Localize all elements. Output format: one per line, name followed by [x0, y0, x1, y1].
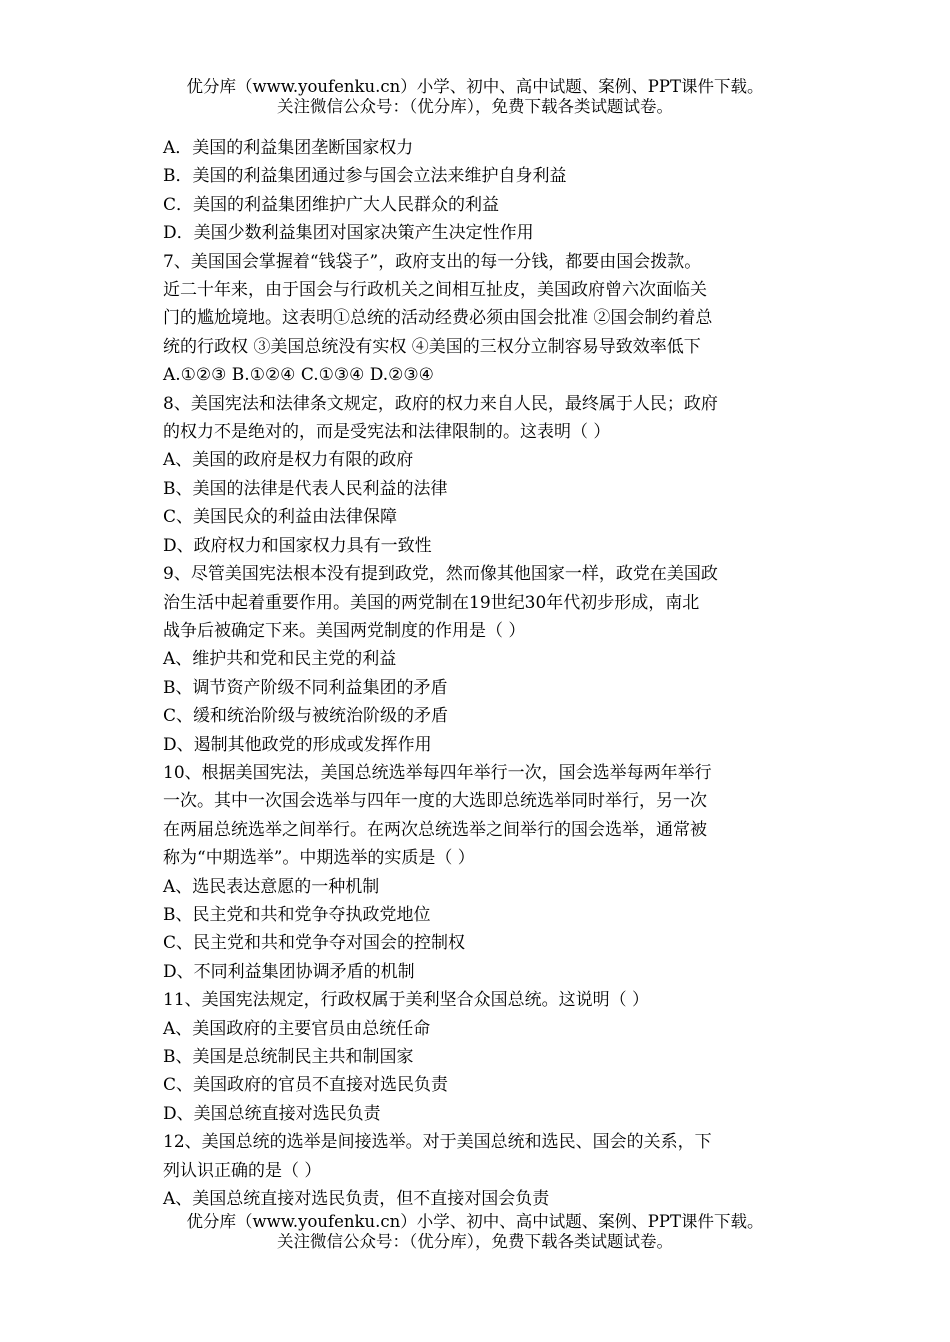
text-line: 12、美国总统的选举是间接选举。对于美国总统和选民、国会的关系，下 [163, 1132, 712, 1153]
text-line: 治生活中起着重要作用。美国的两党制在19世纪30年代初步形成，南北 [163, 592, 700, 613]
text-line: A、选民表达意愿的一种机制 [163, 876, 380, 897]
text-line: B、民主党和共和党争夺执政党地位 [163, 904, 431, 925]
text-line: 门的尴尬境地。这表明①总统的活动经费必须由国会批准 ②国会制约着总 [163, 308, 713, 329]
text-line: D、不同利益集团协调矛盾的机制 [163, 961, 415, 982]
page-footer [0, 1212, 950, 1252]
text-line: D、遏制其他政党的形成或发挥作用 [163, 734, 432, 755]
text-line: 8、美国宪法和法律条文规定，政府的权力来自人民，最终属于人民；政府 [163, 393, 718, 414]
text-line: B、美国的法律是代表人民利益的法律 [163, 478, 448, 499]
footer-line-2: 关注微信公众号：（优分库），免费下载各类试题试卷。 [277, 1232, 673, 1251]
text-line: C、美国民众的利益由法律保障 [163, 507, 398, 528]
text-line: 统的行政权 ③美国总统没有实权 ④美国的三权分立制容易导致效率低下 [163, 336, 701, 357]
text-line: C、民主党和共和党争夺对国会的控制权 [163, 933, 466, 954]
document-body [163, 134, 803, 1213]
text-line: D、政府权力和国家权力具有一致性 [163, 535, 432, 556]
text-line: C．美国的利益集团维护广大人民群众的利益 [163, 194, 500, 215]
text-line: D、美国总统直接对选民负责 [163, 1103, 381, 1124]
text-line: 战争后被确定下来。美国两党制度的作用是（ ） [163, 620, 526, 641]
text-line: A、维护共和党和民主党的利益 [163, 649, 397, 670]
text-line: A、美国的政府是权力有限的政府 [163, 450, 414, 471]
text-line: 列认识正确的是（ ） [163, 1160, 322, 1181]
text-line: A.①②③ B.①②④ C.①③④ D.②③④ [163, 365, 434, 386]
text-line: 的权力不是绝对的，而是受宪法和法律限制的。这表明（ ） [163, 422, 611, 443]
page-header [0, 77, 950, 117]
text-line: 近二十年来，由于国会与行政机关之间相互扯皮，美国政府曾六次面临关 [163, 280, 707, 301]
text-line: B、调节资产阶级不同利益集团的矛盾 [163, 677, 448, 698]
text-line: B．美国的利益集团通过参与国会立法来维护自身利益 [163, 166, 567, 187]
text-line: 在两届总统选举之间举行。在两次总统选举之间举行的国会选举，通常被 [163, 819, 707, 840]
text-line: 11、美国宪法规定，行政权属于美利坚合众国总统。这说明（ ） [163, 990, 650, 1011]
text-line: A、美国政府的主要官员由总统任命 [163, 1018, 431, 1039]
text-line: 9、尽管美国宪法根本没有提到政党，然而像其他国家一样，政党在美国政 [163, 564, 718, 585]
header-line-2: 关注微信公众号：（优分库），免费下载各类试题试卷。 [277, 97, 673, 116]
text-line: B、美国是总统制民主共和制国家 [163, 1047, 414, 1067]
text-line: C、美国政府的官员不直接对选民负责 [163, 1075, 449, 1096]
text-line: 10、根据美国宪法，美国总统选举每四年举行一次，国会选举每两年举行 [163, 762, 712, 783]
header-line-1: 优分库（www.youfenku.cn）小学、初中、高中试题、案例、PPT课件下载。 [186, 77, 764, 96]
text-line: A．美国的利益集团垄断国家权力 [163, 138, 414, 158]
text-line: 称为“中期选举”。中期选举的实质是（ ） [163, 848, 475, 869]
text-line: 7、美国国会掌握着“钱袋子”，政府支出的每一分钱，都要由国会拨款。 [163, 251, 702, 272]
text-line: C、缓和统治阶级与被统治阶级的矛盾 [163, 706, 449, 727]
text-line: A、美国总统直接对选民负责，但不直接对国会负责 [163, 1189, 550, 1210]
text-line: D．美国少数利益集团对国家决策产生决定性作用 [163, 223, 534, 244]
footer-line-1: 优分库（www.youfenku.cn）小学、初中、高中试题、案例、PPT课件下载。 [186, 1212, 764, 1231]
text-line: 一次。其中一次国会选举与四年一度的大选即总统选举同时举行，另一次 [163, 791, 707, 812]
